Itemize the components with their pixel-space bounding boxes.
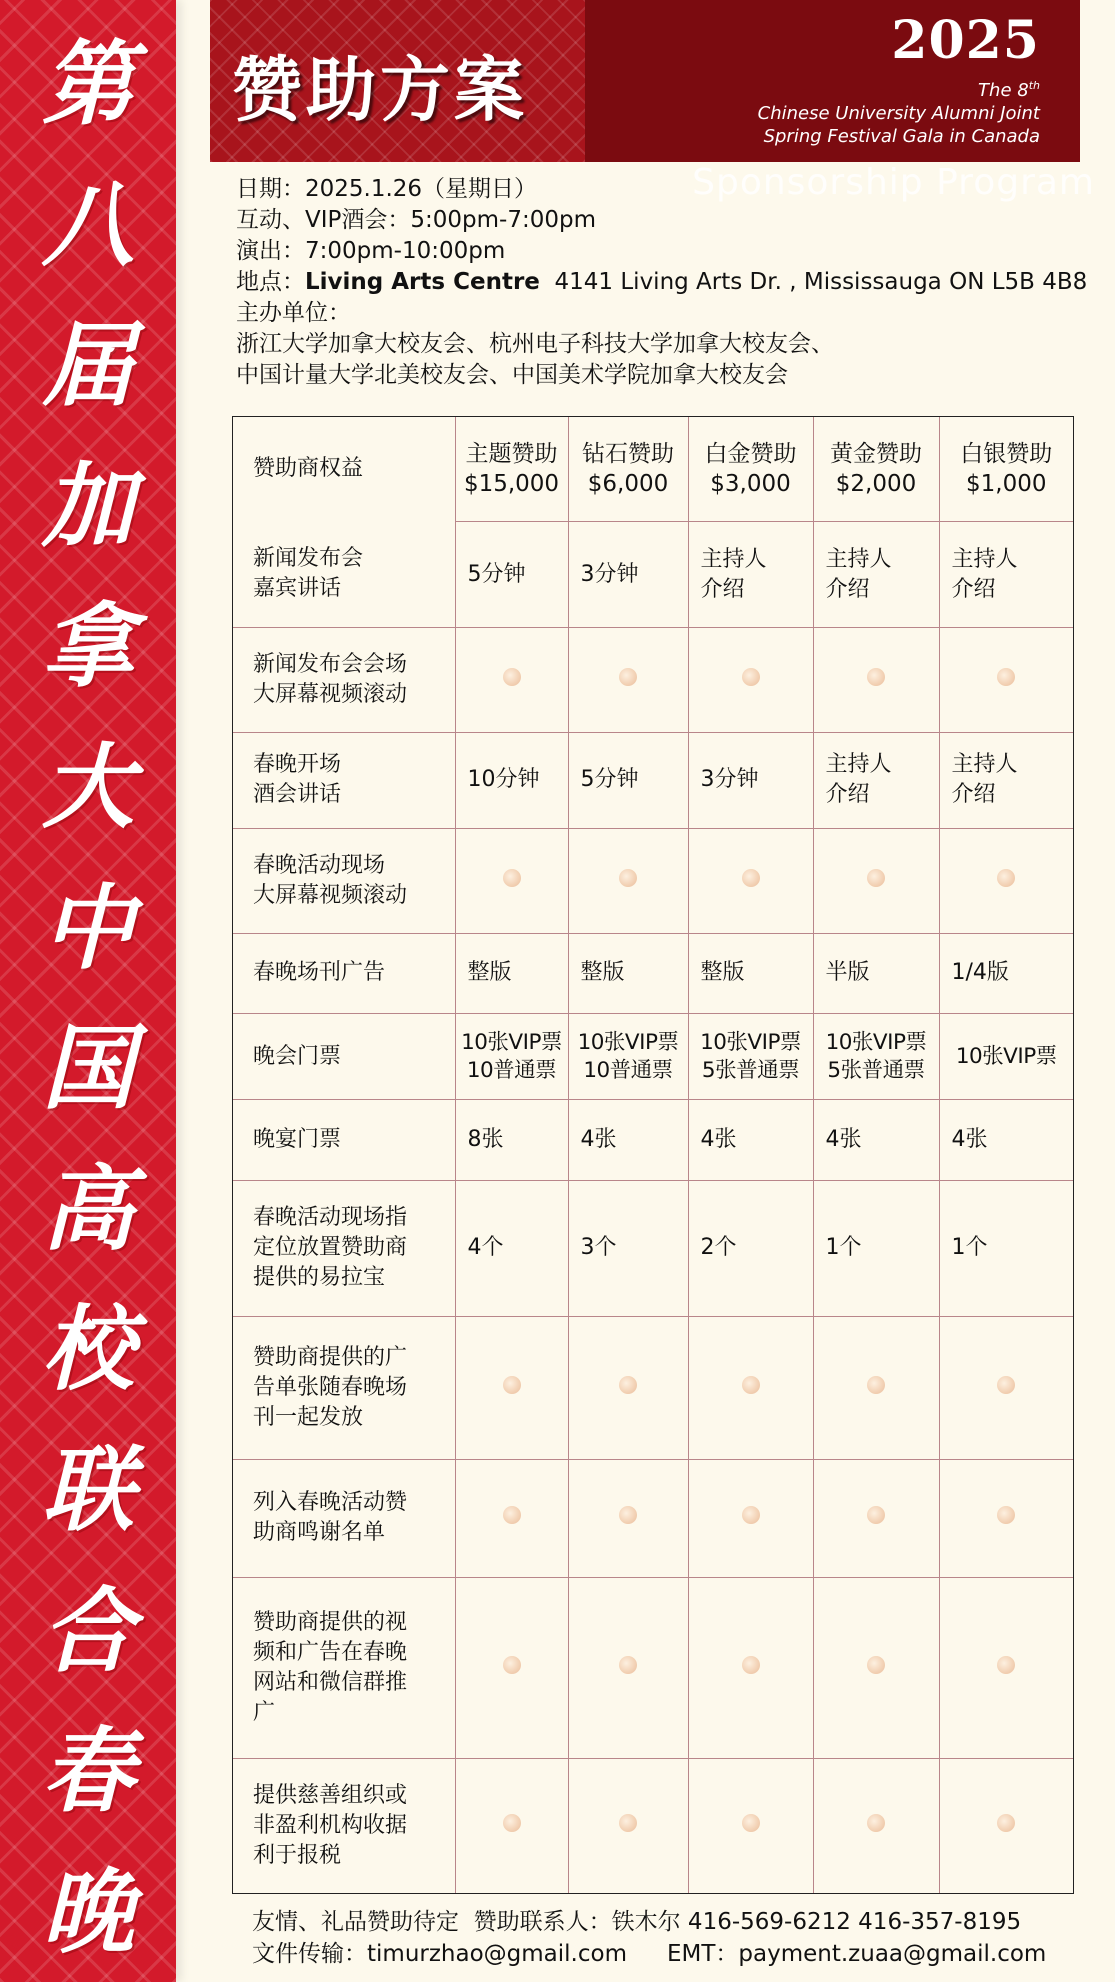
- included-cell: [688, 829, 813, 933]
- benefit-label-line: 广: [253, 1700, 276, 1725]
- benefit-label-line: 大屏幕视频滚动: [253, 682, 408, 708]
- included-cell: [568, 628, 688, 732]
- included-cell: [688, 1459, 813, 1577]
- benefit-value: 介绍: [951, 576, 996, 602]
- tier-header: [939, 417, 1073, 521]
- benefit-value: 整版: [700, 960, 745, 986]
- benefit-label-cell: [233, 1578, 455, 1759]
- tier-name: 白金赞助: [704, 440, 797, 467]
- benefit-value: 10张VIP票: [700, 1029, 801, 1055]
- benefit-value: 5分钟: [580, 767, 639, 793]
- included-dot-icon: [997, 668, 1015, 686]
- benefit-value-cell: [568, 1180, 688, 1317]
- benefit-value: 1个: [951, 1235, 988, 1261]
- benefit-label-line: 新闻发布会: [253, 546, 364, 572]
- venue-address: 4141 Living Arts Dr. , Mississauga ON L5B 4B8: [554, 269, 1088, 295]
- table-row: [233, 933, 1073, 1013]
- side-banner: [0, 0, 176, 1982]
- included-dot-icon: [867, 869, 885, 887]
- side-title-char: 中: [41, 873, 134, 982]
- benefit-label-cell: [233, 1013, 455, 1099]
- benefit-label-line: 新闻发布会会场: [253, 652, 408, 678]
- benefit-value: 10张VIP票: [825, 1029, 927, 1055]
- benefit-value-cell: [688, 521, 813, 627]
- included-cell: [813, 1758, 939, 1893]
- included-dot-icon: [867, 1376, 885, 1394]
- table-row: [233, 1013, 1073, 1099]
- benefit-value: 介绍: [700, 576, 745, 602]
- included-cell: [813, 1578, 939, 1759]
- benefit-label-line: 嘉宾讲话: [253, 576, 342, 602]
- benefit-label-line: 非盈利机构收据: [253, 1812, 408, 1838]
- benefit-label-cell: [233, 829, 455, 933]
- table-row: [233, 1100, 1073, 1180]
- benefit-value-cell: [455, 1180, 568, 1317]
- event-date: 日期：2025.1.26（星期日）: [236, 176, 538, 202]
- benefit-value: 半版: [825, 960, 870, 986]
- benefit-label-cell: [233, 933, 455, 1013]
- benefit-label-line: 赞助商提供的视: [253, 1610, 408, 1635]
- included-dot-icon: [867, 1506, 885, 1524]
- tier-name: 黄金赞助: [830, 440, 922, 467]
- benefit-label-line: 定位放置赞助商: [253, 1235, 408, 1261]
- emt-email: EMT：payment.zuaa@gmail.com: [666, 1941, 1047, 1967]
- benefit-value-cell: [688, 1180, 813, 1317]
- benefit-value: 3分钟: [700, 767, 759, 793]
- benefit-label-cell: [233, 1459, 455, 1577]
- benefit-value-cell: [939, 933, 1073, 1013]
- included-cell: [939, 1578, 1073, 1759]
- benefit-value: 介绍: [951, 782, 996, 808]
- benefit-value: 4张: [951, 1126, 988, 1152]
- benefit-value-cell: [813, 1013, 939, 1099]
- gift-sponsorship-note: 友情、礼品赞助待定: [252, 1909, 459, 1935]
- benefit-value-cell: [813, 933, 939, 1013]
- benefit-label-cell: [233, 1317, 455, 1460]
- benefit-label-cell: [233, 732, 455, 828]
- file-transfer-email: 文件传输：timurzhao@gmail.com: [252, 1941, 627, 1967]
- table-row: [233, 1578, 1073, 1759]
- benefit-label-line: 网站和微信群推: [253, 1670, 408, 1695]
- included-cell: [455, 628, 568, 732]
- benefit-value-cell: [455, 1100, 568, 1180]
- included-dot-icon: [742, 869, 760, 887]
- table-row: [233, 829, 1073, 933]
- tier-name: 钻石赞助: [582, 440, 674, 467]
- benefit-value: 主持人: [700, 546, 767, 572]
- benefit-label-line: 春晚场刊广告: [253, 960, 386, 986]
- benefit-value: 10张VIP票: [577, 1029, 679, 1055]
- side-title-char: 届: [41, 311, 134, 420]
- side-title-char: 联: [41, 1436, 134, 1545]
- event-venue: [236, 267, 1096, 298]
- event-info: [236, 174, 1096, 391]
- benefit-value: 介绍: [825, 782, 870, 808]
- benefit-value-cell: [813, 521, 939, 627]
- tier-price: $3,000: [710, 470, 791, 497]
- benefit-label-cell: [233, 1180, 455, 1317]
- side-title-char: 加: [41, 451, 134, 560]
- benefit-label-line: 春晚活动现场: [253, 852, 386, 878]
- benefit-value: 10分钟: [467, 767, 540, 793]
- included-dot-icon: [503, 1506, 521, 1524]
- included-cell: [568, 1317, 688, 1460]
- benefit-value: 介绍: [825, 576, 870, 602]
- benefit-value: 10张VIP票: [461, 1029, 562, 1055]
- benefit-value: 主持人: [825, 752, 892, 778]
- included-dot-icon: [503, 1656, 521, 1674]
- benefit-value-cell: [939, 1180, 1073, 1317]
- included-dot-icon: [997, 1656, 1015, 1674]
- table-body: [233, 521, 1073, 1893]
- benefit-label-line: 频和广告在春晚: [253, 1640, 408, 1665]
- tier-name: 主题赞助: [465, 440, 558, 467]
- benefit-label-line: 告单张随春晚场: [253, 1374, 408, 1400]
- benefit-value: 10普通票: [583, 1057, 673, 1083]
- benefit-value-cell: [688, 1100, 813, 1180]
- benefit-value-cell: [939, 521, 1073, 627]
- included-cell: [939, 1758, 1073, 1893]
- included-cell: [455, 829, 568, 933]
- included-dot-icon: [619, 1376, 637, 1394]
- benefit-value-cell: [455, 521, 568, 627]
- header-subtitle: [758, 74, 1040, 148]
- header-label-cell: [233, 417, 455, 521]
- tier-price: $6,000: [587, 470, 669, 497]
- benefit-value: 主持人: [951, 752, 1018, 778]
- benefit-value-cell: [939, 1013, 1073, 1099]
- benefit-value: 整版: [580, 960, 625, 986]
- included-cell: [568, 1459, 688, 1577]
- venue-prefix: 地点：: [236, 269, 305, 295]
- included-cell: [813, 829, 939, 933]
- benefit-label-line: 春晚活动现场指: [253, 1205, 408, 1231]
- side-title-char: 校: [41, 1295, 134, 1404]
- side-title-char: 大: [41, 733, 134, 842]
- side-title: [0, 30, 176, 1966]
- benefit-value-cell: [939, 1100, 1073, 1180]
- included-dot-icon: [619, 1506, 637, 1524]
- included-dot-icon: [742, 1376, 760, 1394]
- included-cell: [568, 1758, 688, 1893]
- tier-price: $2,000: [835, 470, 917, 497]
- benefit-label-line: 晚宴门票: [253, 1126, 342, 1152]
- organizers-label: 主办单位：: [236, 300, 351, 326]
- benefit-value-cell: [813, 732, 939, 828]
- benefit-value: 4张: [700, 1126, 737, 1152]
- footer-contact: [252, 1906, 1112, 1970]
- benefit-label-line: 列入春晚活动赞: [253, 1490, 408, 1516]
- sponsorship-table: [232, 416, 1074, 1894]
- included-cell: [568, 1578, 688, 1759]
- included-dot-icon: [503, 1376, 521, 1394]
- benefit-value: 1个: [825, 1235, 862, 1261]
- included-cell: [688, 1578, 813, 1759]
- included-cell: [688, 1317, 813, 1460]
- side-title-char: 拿: [41, 592, 134, 701]
- tier-header: [568, 417, 688, 521]
- footer-line-1: [252, 1906, 1112, 1938]
- tier-header: [813, 417, 939, 521]
- subtitle-ordinal: The 8: [978, 80, 1029, 101]
- benefit-value: 5分钟: [467, 561, 526, 587]
- benefit-label-line: 大屏幕视频滚动: [253, 882, 408, 908]
- subtitle-ordinal-suffix: th: [1028, 79, 1040, 92]
- tier-header: [688, 417, 813, 521]
- included-cell: [939, 628, 1073, 732]
- benefit-label-line: 利于报税: [253, 1842, 342, 1868]
- included-cell: [568, 829, 688, 933]
- benefit-value-cell: [455, 933, 568, 1013]
- included-dot-icon: [503, 668, 521, 686]
- table-row: [233, 732, 1073, 828]
- benefit-value: 5张普通票: [827, 1057, 925, 1083]
- side-title-char: 晚: [41, 1857, 134, 1966]
- benefit-value: 4张: [580, 1126, 617, 1152]
- benefit-label-cell: [233, 1758, 455, 1893]
- table-row: [233, 1459, 1073, 1577]
- benefit-value-cell: [568, 933, 688, 1013]
- page-title: 赞助方案: [232, 49, 528, 131]
- benefit-value-cell: [813, 1180, 939, 1317]
- table-row: [233, 628, 1073, 732]
- included-cell: [688, 1758, 813, 1893]
- included-dot-icon: [742, 668, 760, 686]
- organizers-line: 中国计量大学北美校友会、中国美术学院加拿大校友会: [236, 362, 788, 388]
- benefit-value-cell: [455, 1013, 568, 1099]
- side-title-char: 合: [41, 1576, 134, 1685]
- ghost-watermark-text: Sponsorship Program: [692, 162, 1095, 203]
- benefit-value-cell: [688, 732, 813, 828]
- benefit-value: 4张: [825, 1126, 862, 1152]
- benefit-value: 整版: [467, 960, 512, 986]
- included-cell: [455, 1459, 568, 1577]
- included-cell: [813, 628, 939, 732]
- tier-price: $15,000: [463, 470, 560, 497]
- event-reception-time: 互动、VIP酒会：5:00pm-7:00pm: [236, 207, 596, 233]
- benefit-label-line: 刊一起发放: [253, 1404, 364, 1430]
- included-dot-icon: [997, 1814, 1015, 1832]
- benefit-value: 4个: [467, 1235, 504, 1261]
- side-title-char: 国: [41, 1014, 134, 1123]
- included-dot-icon: [997, 1506, 1015, 1524]
- included-dot-icon: [503, 1814, 521, 1832]
- included-dot-icon: [867, 668, 885, 686]
- benefit-value-cell: [939, 732, 1073, 828]
- benefit-value-cell: [688, 933, 813, 1013]
- included-cell: [688, 628, 813, 732]
- included-cell: [939, 1459, 1073, 1577]
- organizers-line: 浙江大学加拿大校友会、杭州电子科技大学加拿大校友会、: [236, 331, 834, 357]
- included-dot-icon: [867, 1814, 885, 1832]
- benefit-label-line: 助商鸣谢名单: [253, 1520, 386, 1546]
- header-banner: [210, 0, 1080, 162]
- included-cell: [813, 1317, 939, 1460]
- included-cell: [939, 829, 1073, 933]
- benefit-value-cell: [568, 521, 688, 627]
- table-row: [233, 521, 1073, 627]
- benefit-label-line: 提供的易拉宝: [253, 1265, 386, 1291]
- table-row: [233, 1180, 1073, 1317]
- table-row: [233, 1317, 1073, 1460]
- sponsorship-table-grid: [233, 417, 1073, 1893]
- included-dot-icon: [867, 1656, 885, 1674]
- included-dot-icon: [619, 668, 637, 686]
- included-dot-icon: [742, 1656, 760, 1674]
- benefit-label-line: 酒会讲话: [253, 782, 342, 808]
- sponsor-contact: 赞助联系人：铁木尔 416-569-6212 416-357-8195: [473, 1909, 1022, 1935]
- side-title-char: 春: [41, 1717, 134, 1826]
- included-cell: [455, 1578, 568, 1759]
- benefit-label-line: 晚会门票: [253, 1043, 342, 1069]
- tier-price: $1,000: [966, 470, 1047, 497]
- benefit-value: 10张VIP票: [955, 1043, 1057, 1069]
- included-cell: [455, 1317, 568, 1460]
- included-dot-icon: [742, 1814, 760, 1832]
- benefit-label-line: 春晚开场: [253, 752, 342, 778]
- included-dot-icon: [997, 1376, 1015, 1394]
- included-dot-icon: [742, 1506, 760, 1524]
- table-header-row: [233, 417, 1073, 521]
- included-dot-icon: [619, 1656, 637, 1674]
- benefit-value-cell: [813, 1100, 939, 1180]
- side-title-char: 八: [41, 170, 134, 279]
- benefit-label-line: 赞助商提供的广: [253, 1344, 408, 1370]
- header-year: 2025: [891, 10, 1040, 71]
- included-dot-icon: [503, 869, 521, 887]
- benefit-label-cell: [233, 1100, 455, 1180]
- benefit-value: 2个: [700, 1235, 737, 1261]
- table-row: [233, 1758, 1073, 1893]
- benefit-label-cell: [233, 628, 455, 732]
- event-show-time: 演出：7:00pm-10:00pm: [236, 238, 506, 264]
- benefit-label-line: 提供慈善组织或: [253, 1782, 408, 1808]
- benefit-value: 8张: [467, 1126, 504, 1152]
- subtitle-line-3: Spring Festival Gala in Canada: [763, 126, 1040, 147]
- tier-name: 白银赞助: [960, 440, 1053, 467]
- benefit-value-cell: [568, 732, 688, 828]
- venue-name: Living Arts Centre: [305, 269, 540, 295]
- side-title-char: 第: [41, 30, 134, 138]
- included-dot-icon: [619, 869, 637, 887]
- side-title-char: 高: [41, 1154, 134, 1263]
- benefit-value-cell: [688, 1013, 813, 1099]
- benefit-value: 5张普通票: [701, 1057, 800, 1083]
- included-dot-icon: [997, 869, 1015, 887]
- included-cell: [455, 1758, 568, 1893]
- benefit-value-cell: [568, 1013, 688, 1099]
- footer-line-2: [252, 1938, 1112, 1970]
- benefit-value: 主持人: [951, 546, 1018, 572]
- benefit-value: 10普通票: [466, 1057, 557, 1083]
- benefit-value-cell: [568, 1100, 688, 1180]
- benefit-value: 主持人: [825, 546, 892, 572]
- benefit-value: 3分钟: [580, 561, 639, 587]
- benefit-value: 3个: [580, 1235, 617, 1261]
- subtitle-line-2: Chinese University Alumni Joint: [757, 103, 1040, 124]
- benefit-label-cell: [233, 521, 455, 627]
- benefit-value-cell: [455, 732, 568, 828]
- tier-header: [455, 417, 568, 521]
- included-cell: [813, 1459, 939, 1577]
- benefit-value: 1/4版: [951, 960, 1009, 986]
- included-cell: [939, 1317, 1073, 1460]
- header-label: 赞助商权益: [253, 456, 364, 482]
- included-dot-icon: [619, 1814, 637, 1832]
